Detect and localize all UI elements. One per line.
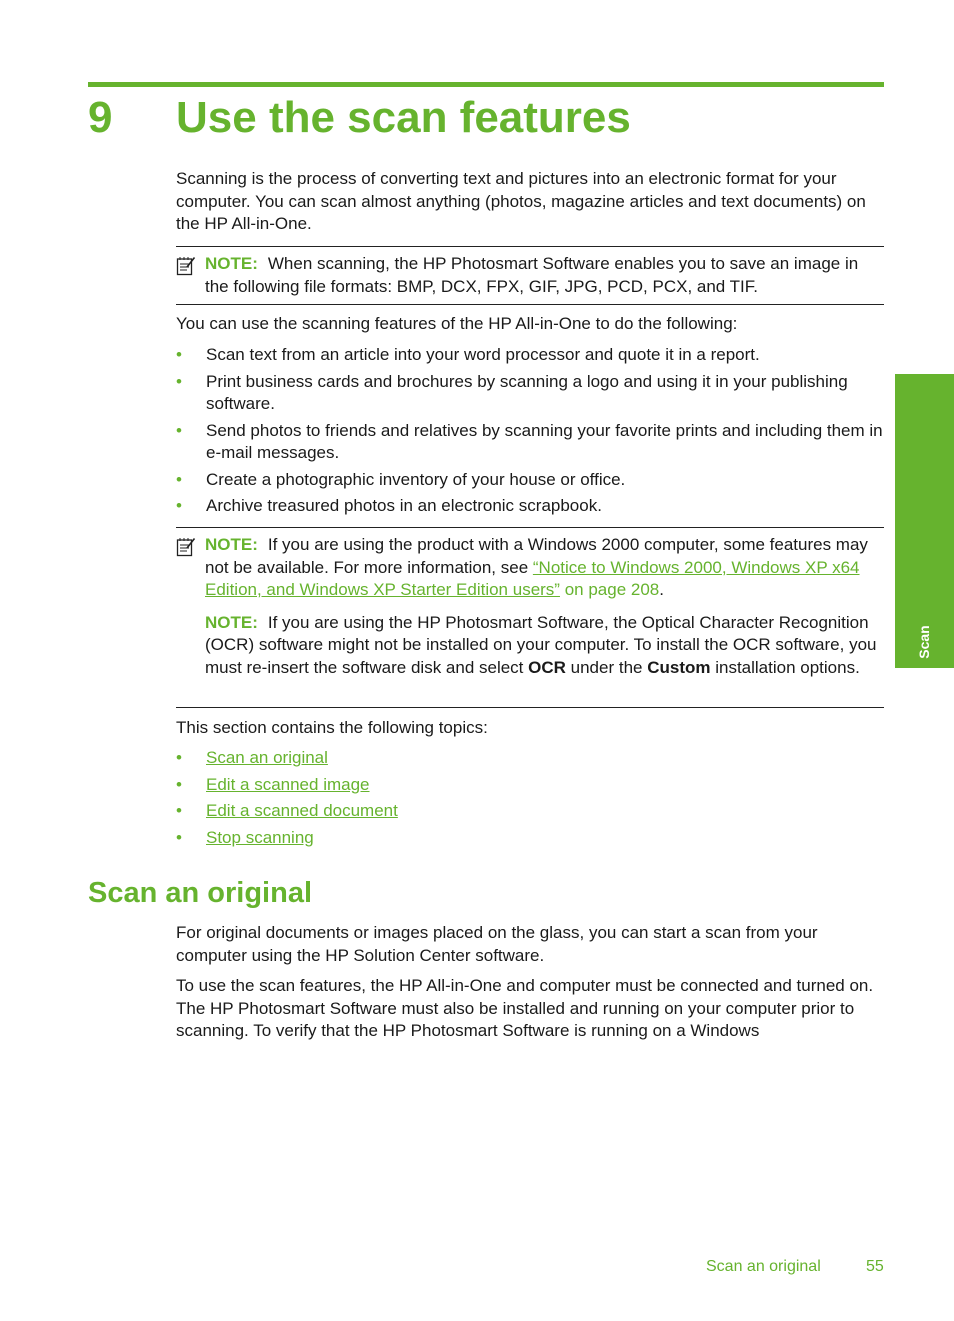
note-box-file-formats (176, 246, 884, 305)
note-label: NOTE: (205, 535, 258, 554)
chapter-top-rule (88, 82, 884, 87)
side-tab (895, 374, 954, 668)
section-paragraph-2: To use the scan features, the HP All-in-One and computer must be connected and turned on. The HP Photosmart Software must also be installed and running on your computer prior to scanning. To verify that the HP Photosmart Software is running on a Windows (176, 976, 874, 1040)
note-paragraph (176, 253, 884, 298)
list-item (176, 747, 884, 770)
topic-link-edit-document[interactable]: Edit a scanned document (206, 801, 398, 820)
topics-list (176, 747, 884, 853)
custom-option: Custom (647, 657, 711, 677)
chapter-title: Use the scan features (176, 93, 631, 142)
note-icon (176, 256, 196, 276)
bullet-icon: • (176, 827, 182, 847)
topic-link-edit-image[interactable]: Edit a scanned image (206, 774, 370, 794)
windows-notice-link[interactable]: “Notice to Windows 2000, Windows XP x64 Edition, and Windows XP Starter Edition users” (205, 557, 860, 599)
uses-intro: You can use the scanning features of the HP All-in-One to do the following: (176, 314, 738, 333)
note-paragraph-ocr: NOTE: If you are using the HP Photosmart Software, the Optical Character Recognition (OCR) software might not be installed on your computer. To install the OCR software, you must re-insert the software disk and select OCR under the Custom installation options. (205, 612, 877, 677)
section-paragraph-1: For original documents or images placed on the glass, you can start a scan from your computer using the HP Solution Center software. (176, 923, 818, 965)
ocr-option: OCR (528, 657, 566, 677)
topics-intro: This section contains the following topics: (176, 718, 488, 737)
topic-link-scan-original[interactable]: Scan an original (206, 748, 328, 767)
footer-page-number: 55 (866, 1258, 884, 1275)
footer-section-title: Scan an original (706, 1258, 821, 1275)
note-box-windows-ocr (176, 527, 884, 708)
bullet-icon: • (176, 748, 182, 767)
list-item: • Create a photographic inventory of your house or office. (176, 469, 884, 492)
section-heading: Scan an original (88, 877, 312, 909)
bullet-icon: • (176, 801, 182, 820)
list-item: • Send photos to friends and relatives by scanning your favorite prints and including them in e-mail messages. (176, 420, 883, 462)
list-item (176, 774, 884, 797)
bullet-icon: • (176, 420, 182, 440)
list-item: • Print business cards and brochures by scanning a logo and using it in your publishing software. (176, 371, 848, 413)
bullet-icon: • (176, 371, 182, 391)
side-tab-label: Scan (916, 625, 932, 659)
list-item: • Archive treasured photos in an electronic scrapbook. (176, 495, 884, 518)
bullet-icon: • (176, 345, 182, 364)
note-label: NOTE: (205, 254, 258, 273)
note-paragraph-windows: NOTE: If you are using the product with a Windows 2000 computer, some features may not be available. For more information, see “Notice to Windows 2000, Windows XP x64 Edition, and Windows XP Starter Edition users” on page 208. (205, 535, 868, 599)
list-item (176, 800, 884, 823)
topic-link-stop-scanning[interactable]: Stop scanning (206, 827, 314, 847)
note-icon (176, 537, 196, 557)
bullet-icon: • (176, 496, 182, 515)
note-label: NOTE: (205, 612, 258, 632)
bullet-icon: • (176, 774, 182, 794)
chapter-number: 9 (88, 93, 113, 142)
bullet-icon: • (176, 469, 182, 489)
chapter-heading (88, 90, 631, 146)
page-reference: on page 208 (559, 580, 660, 599)
note-text: When scanning, the HP Photosmart Software enables you to save an image in the following file formats: BMP, DCX, FPX, GIF, JPG, PCD, PCX, and TIF. (205, 254, 859, 296)
list-item: • Scan text from an article into your word processor and quote it in a report. (176, 344, 884, 367)
intro-paragraph: Scanning is the process of converting text and pictures into an electronic format for your computer. You can scan almost anything (photos, magazine articles and text documents) on the HP All-in-One. (176, 169, 866, 233)
list-item (176, 827, 884, 850)
uses-list (176, 344, 884, 522)
